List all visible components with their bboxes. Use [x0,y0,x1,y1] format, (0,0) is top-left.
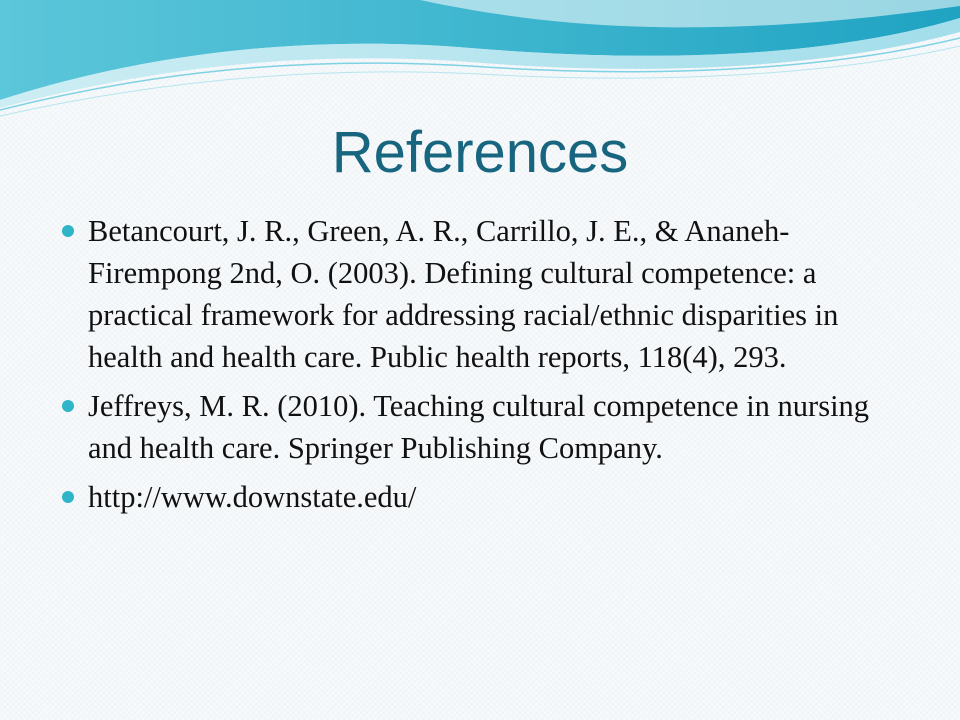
bullet-icon [62,225,74,237]
slide-title: References [331,120,629,185]
reference-text: Jeffreys, M. R. (2010). Teaching cultural competence in nursing and health care. Springer Publishing Company. [88,389,870,465]
reference-item [62,476,912,518]
reference-item [62,210,912,378]
references-list [62,210,912,525]
reference-item [62,385,912,469]
header-wave-decoration [0,0,960,120]
bullet-icon [62,400,74,412]
reference-link[interactable]: http://www.downstate.edu/ [88,480,417,514]
reference-text: Betancourt, J. R., Green, A. R., Carrillo, J. E., & Ananeh-Firempong 2nd, O. (2003). Defining cultural competence: a practical framework for addressing racial/ethnic disparities in health and health care. Public health reports, 118(4), 293. [88,214,839,374]
bullet-icon [62,491,74,503]
